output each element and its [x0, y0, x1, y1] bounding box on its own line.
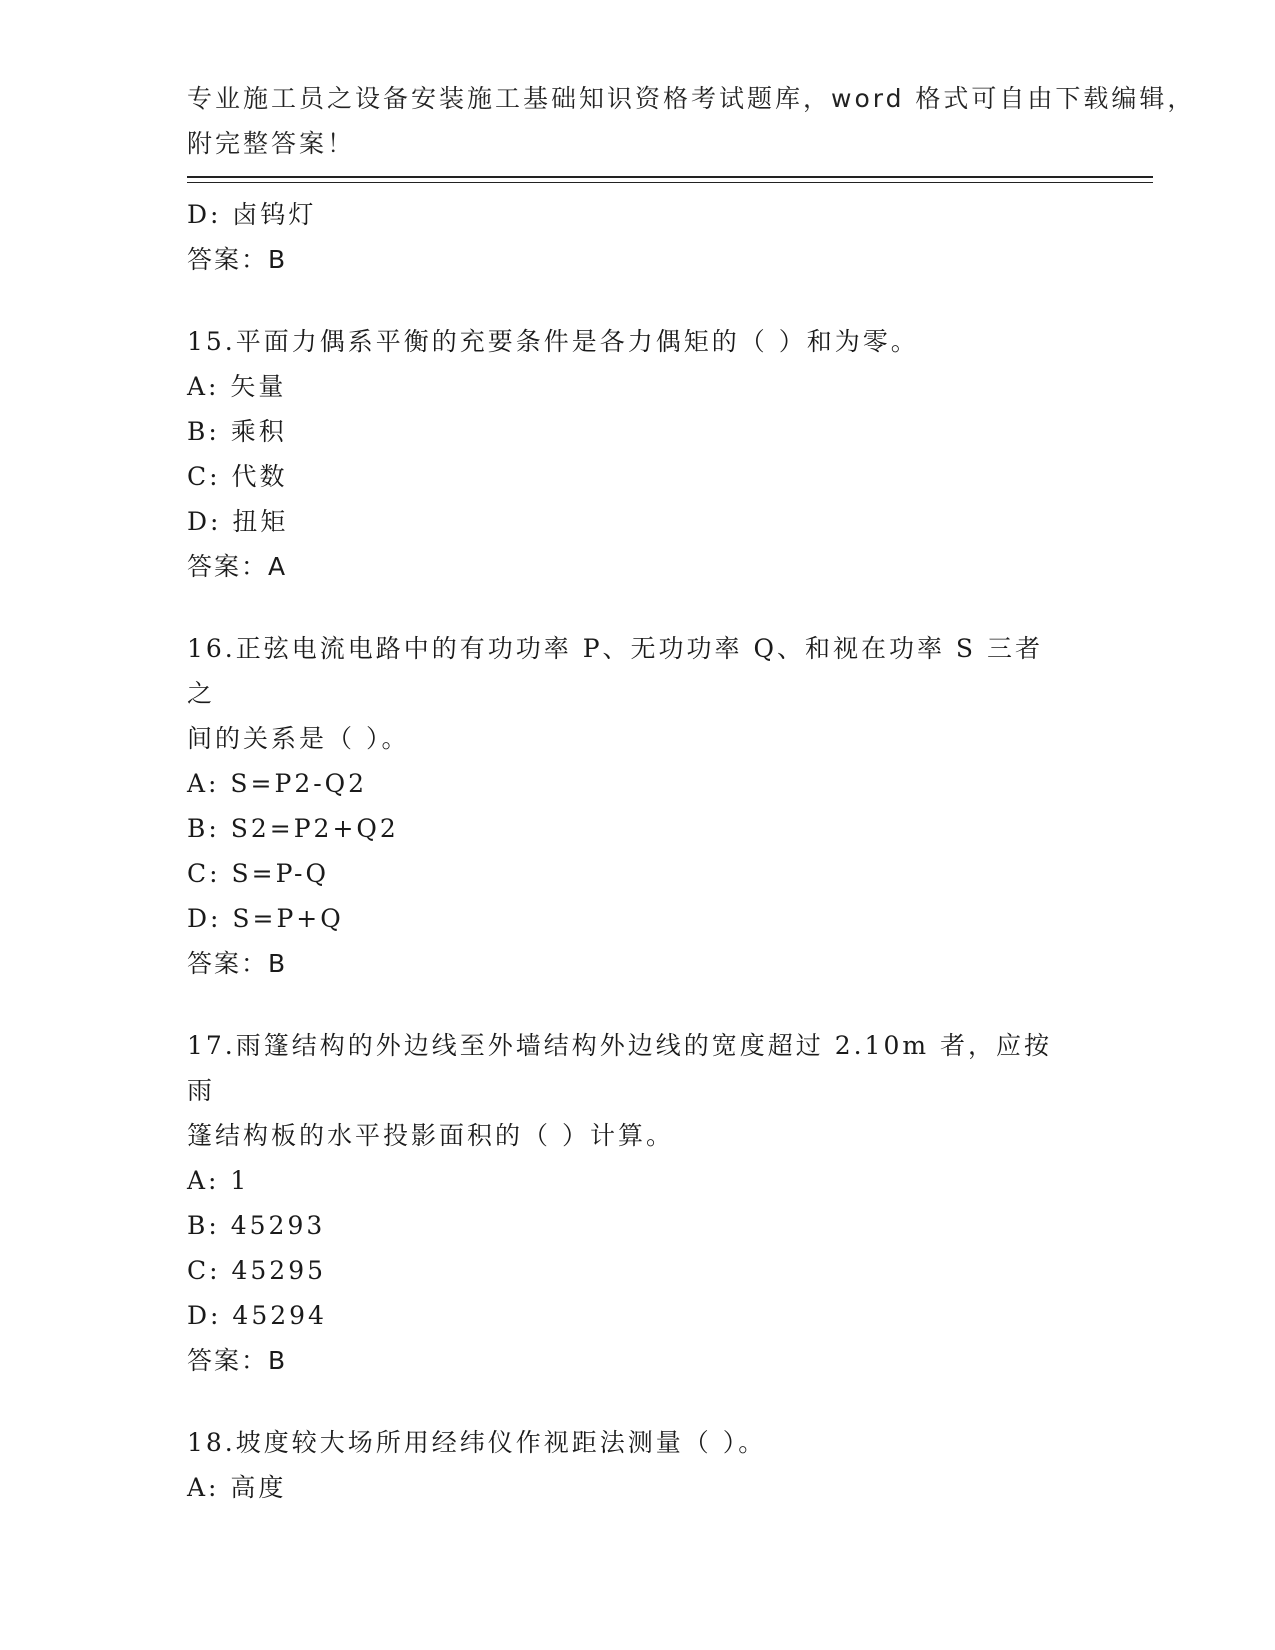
question-stem: 15.平面力偶系平衡的充要条件是各力偶矩的（ ）和为零。 [187, 327, 919, 356]
header-divider-thin [187, 182, 1153, 183]
answer-line: 答案：B [187, 949, 288, 978]
option-d: D: S=P+Q [187, 904, 344, 933]
option-d: D: 卤钨灯 [187, 200, 317, 229]
option-a: A: 矢量 [187, 372, 287, 401]
option-b: B: 乘积 [187, 417, 287, 446]
option-c: C: 45295 [187, 1256, 327, 1285]
previous-question-tail [187, 192, 1087, 282]
question-18 [187, 1420, 1087, 1510]
header-divider-thick [187, 176, 1153, 178]
answer-line: 答案：B [187, 245, 288, 274]
option-d: D: 扭矩 [187, 507, 289, 536]
option-a: A: S=P2-Q2 [187, 769, 368, 798]
question-15 [187, 319, 1087, 589]
option-b: B: 45293 [187, 1211, 326, 1240]
option-b: B: S2=P2+Q2 [187, 814, 399, 843]
question-stem: 18.坡度较大场所用经纬仪作视距法测量（ ）。 [187, 1428, 767, 1457]
question-stem: 17.雨篷结构的外边线至外墙结构外边线的宽度超过 2.10m 者，应按雨 篷结构板的水平投影面积的（ ）计算。 [187, 1031, 1053, 1150]
option-a: A: 1 [187, 1166, 250, 1195]
answer-line: 答案：A [187, 552, 288, 581]
option-c: C: 代数 [187, 462, 288, 491]
option-d: D: 45294 [187, 1301, 327, 1330]
header-title-line-1: 专业施工员之设备安装施工基础知识资格考试题库，word 格式可自由下载编辑， [187, 84, 1196, 113]
option-c: C: S=P-Q [187, 859, 329, 888]
answer-line: 答案：B [187, 1346, 288, 1375]
header-title-line-2: 附完整答案！ [187, 129, 356, 158]
question-list [187, 192, 1087, 1510]
question-16 [187, 626, 1087, 986]
option-a: A: 高度 [187, 1473, 287, 1502]
document-header [187, 76, 1196, 166]
question-stem: 16.正弦电流电路中的有功功率 P、无功功率 Q、和视在功率 S 三者之 间的关系是（ ）。 [187, 634, 1043, 753]
question-17 [187, 1023, 1087, 1383]
